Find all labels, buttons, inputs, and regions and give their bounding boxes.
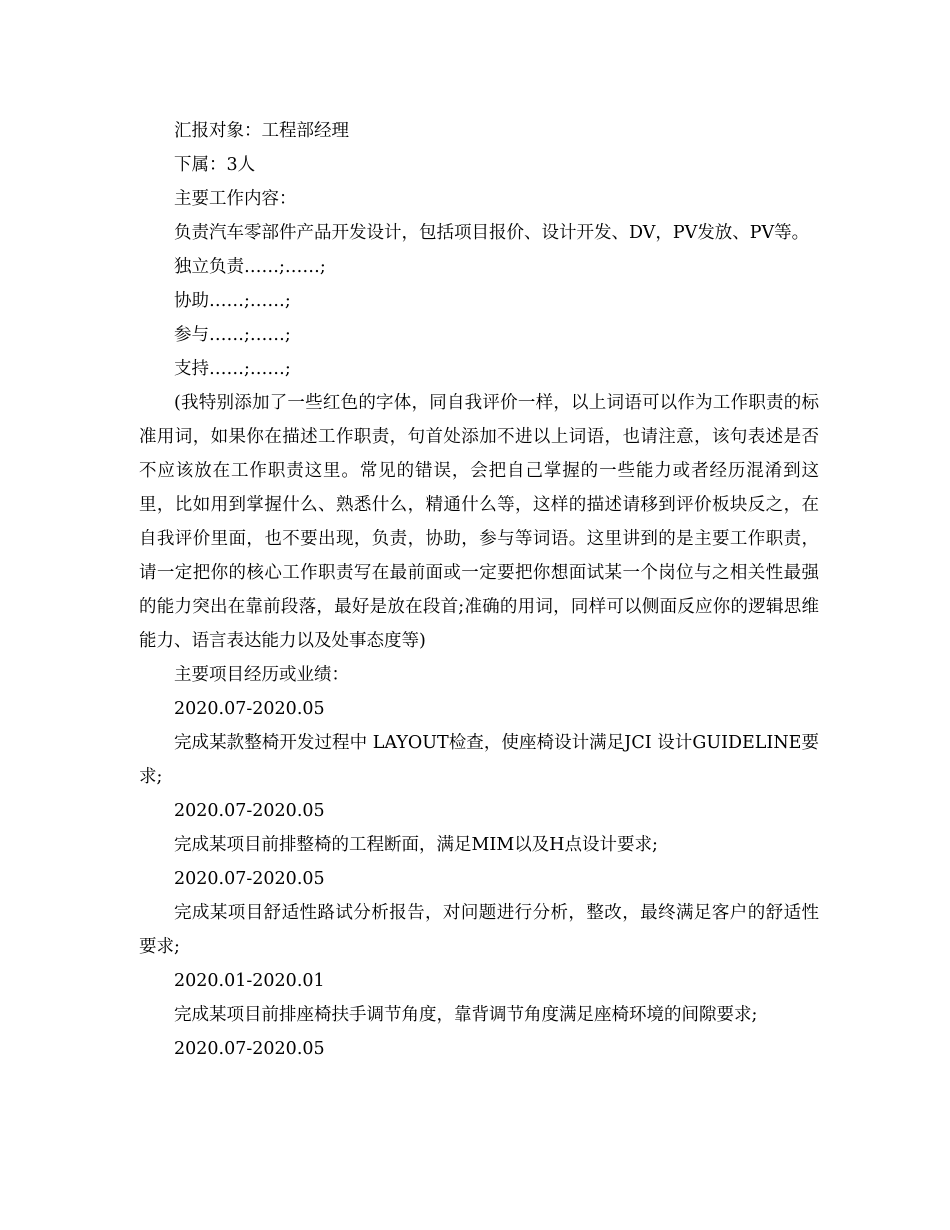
duty-assist: 协助……;……; xyxy=(174,291,291,311)
project-date: 2020.07-2020.05 xyxy=(174,869,325,889)
reporting-line: 汇报对象：工程部经理 xyxy=(174,121,349,141)
duty-support: 支持……;……; xyxy=(174,359,291,379)
duty-participate: 参与……;……; xyxy=(174,325,291,345)
project-date: 2020.07-2020.05 xyxy=(174,699,325,719)
project-date: 2020.07-2020.05 xyxy=(174,801,325,821)
duty-independent: 独立负责……;……; xyxy=(174,257,326,277)
author-note: (我特别添加了一些红色的字体，同自我评价一样，以上词语可以作为工作职责的标准用词，如果你在描述工作职责，句首处添加不进以上词语，也请注意，该句表述是否不应该放在工作职责这里。常见的错误，会把自己掌握的一些能力或者经历混淆到这里，比如用到掌握什么、熟悉什么，精通什么等，这样的描述请移到评价板块反之，在自我评价里面，也不要出现，负责，协助，参与等词语。这里讲到的是主要工作职责，请一定把你的核心工作职责写在最前面或一定要把你想面试某一个岗位与之相关性最强的能力突出在靠前段落，最好是放在段首;准确的用词，同样可以侧面反应你的逻辑思维能力、语言表达能力以及处事态度等) xyxy=(139,393,819,651)
project-description: 完成某项目前排整椅的工程断面，满足MIM以及H点设计要求; xyxy=(174,835,658,855)
project-date: 2020.01-2020.01 xyxy=(174,971,325,991)
project-description: 完成某项目舒适性路试分析报告，对问题进行分析，整改，最终满足客户的舒适性要求; xyxy=(139,903,819,957)
projects-heading: 主要项目经历或业绩： xyxy=(174,665,349,685)
main-duties-heading: 主要工作内容： xyxy=(174,189,297,209)
duty-description: 负责汽车零部件产品开发设计，包括项目报价、设计开发、DV，PV发放、PV等。 xyxy=(174,223,810,243)
project-description: 完成某项目前排座椅扶手调节角度，靠背调节角度满足座椅环境的间隙要求; xyxy=(174,1005,758,1025)
subordinates-line: 下属：3人 xyxy=(174,155,256,175)
project-date: 2020.07-2020.05 xyxy=(174,1039,325,1059)
project-description: 完成某款整椅开发过程中 LAYOUT检查，使座椅设计满足JCI 设计GUIDELINE要求; xyxy=(139,733,819,787)
document-body xyxy=(139,114,819,1066)
